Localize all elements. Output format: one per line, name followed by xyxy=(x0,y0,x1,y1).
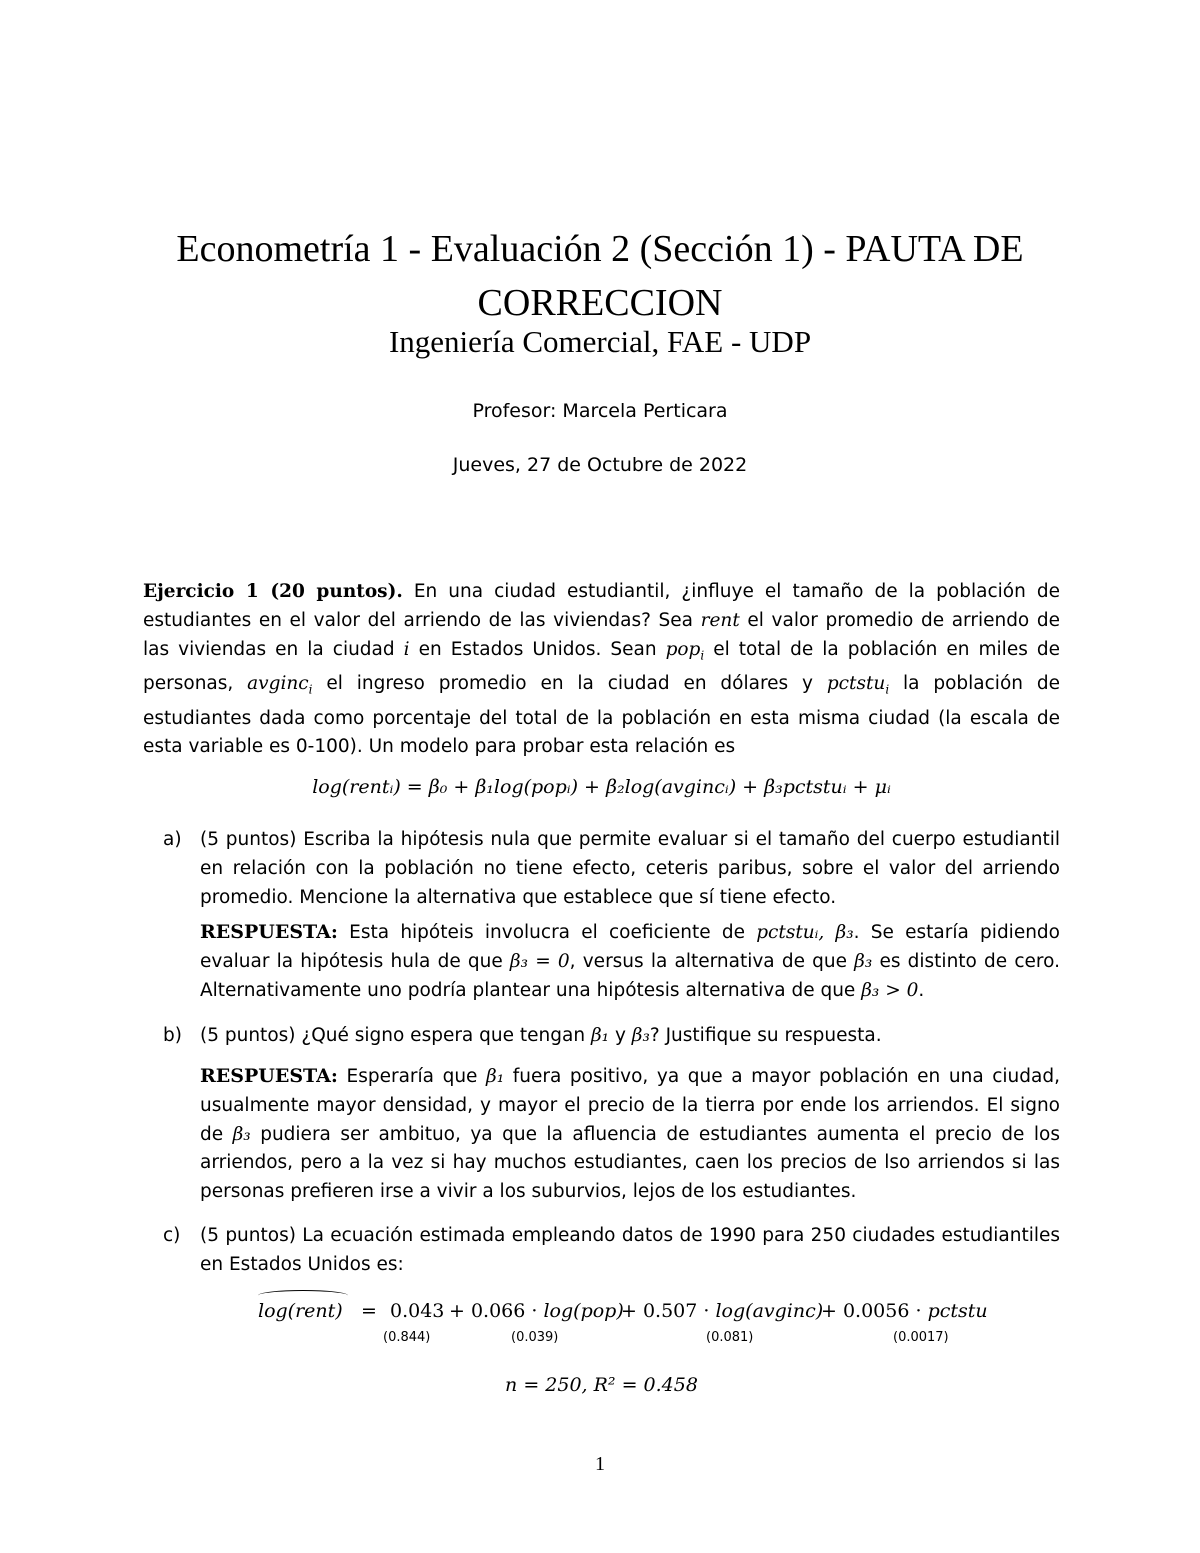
exercise-1-heading: Ejercicio 1 (20 puntos). xyxy=(143,581,403,602)
part-c-label: c) xyxy=(163,1225,181,1246)
var-pop: pop$_i$ xyxy=(665,638,705,663)
eq-term3: + 0.0056 · pctstu xyxy=(821,1300,988,1322)
intro-text-2: el valor promedio de arriendo de las viviendas en la ciudad xyxy=(143,609,1060,660)
eq-lhs: log(rent) xyxy=(258,1300,343,1322)
estimated-equation xyxy=(143,1300,1060,1360)
question-math: β₁ xyxy=(590,1025,610,1046)
title-line-1: Econometría 1 - Evaluación 2 (Sección 1) - PAUTA DE xyxy=(176,228,1024,270)
author-line: Profesor: Marcela Perticara xyxy=(472,400,728,422)
se-term2: (0.081) xyxy=(706,1330,754,1345)
se-term3: (0.0017) xyxy=(893,1330,949,1345)
answer-text: . xyxy=(918,979,925,1001)
part-a-question: (5 puntos) Escriba la hipótesis nula que permite evaluar si el tamaño del cuerpo estudiantil en relación con la población no tiene efecto, ceteris paribus, sobre el valor del arriendo promedio. Mencione la alternativa que establece que sí tiene efecto. xyxy=(200,829,1060,908)
answer-math: β₃ xyxy=(232,1123,251,1145)
exercise-1-paragraph xyxy=(143,578,1060,762)
part-a-label: a) xyxy=(163,829,182,850)
answer-text: fuera positivo, ya que a mayor población en una ciudad, usualmente mayor densidad, y mayor el precio de la tierra por ende los arriendos. El signo de xyxy=(200,1066,1060,1145)
answer-math: β₃ = 0 xyxy=(509,950,570,972)
part-b-question xyxy=(200,1022,1060,1051)
question-text: y xyxy=(609,1025,632,1046)
intro-text-3: en Estados Unidos. Sean xyxy=(409,638,666,660)
intro-text-5: el ingreso promedio en la ciudad en dólares y xyxy=(312,673,827,695)
part-c-question: (5 puntos) La ecuación estimada empleando datos de 1990 para 250 ciudades estudiantiles en Estados Unidos es: xyxy=(200,1225,1060,1275)
eq-coef0: 0.043 xyxy=(390,1300,445,1322)
answer-text: . Se estaría pidiendo evaluar la hipótesis hula de que xyxy=(200,922,1060,972)
answer-math: β₃ xyxy=(854,950,873,972)
answer-text: pudiera ser ambituo, ya que la afluencia de estudiantes aumenta el precio de los arriendos, pero a la vez si hay muchos estudiantes, caen los precios de lso arriendos si las personas prefieren irse a vivir a los suburvios, lejos de los estudiantes. xyxy=(200,1123,1060,1203)
answer-text: , versus la alternativa de que xyxy=(569,950,855,972)
var-i: i xyxy=(403,638,410,660)
regression-stats: n = 250, R² = 0.458 xyxy=(505,1374,698,1396)
question-text: ? Justifique su respuesta. xyxy=(649,1025,882,1046)
exercise-1-intro xyxy=(143,578,1060,762)
eq-equals: = xyxy=(361,1300,377,1322)
answer-math: β₁ xyxy=(486,1066,505,1087)
title-line-2: CORRECCION xyxy=(477,282,723,324)
answer-math: pctstuᵢ, β₃ xyxy=(756,922,854,943)
answer-text: es distinto de cero. Alternativamente uno podría plantear una hipótesis alternativa de que xyxy=(200,950,1060,1001)
var-rent: rent xyxy=(700,609,740,631)
answer-text: Esta hipóteis involucra el coeficiente de xyxy=(337,922,757,943)
se-term1: (0.039) xyxy=(511,1330,559,1345)
page-number: 1 xyxy=(595,1453,605,1475)
eq-term2: + 0.507 · log(avginc) xyxy=(621,1300,824,1322)
document-subtitle: Ingeniería Comercial, FAE - UDP xyxy=(388,324,812,359)
model-equation: log(rentᵢ) = β₀ + β₁log(popᵢ) + β₂log(avgincᵢ) + β₃pctstuᵢ + μᵢ xyxy=(312,776,891,798)
part-a-answer xyxy=(200,918,1060,1005)
question-text: (5 puntos) ¿Qué signo espera que tengan xyxy=(200,1025,591,1046)
date-line: Jueves, 27 de Octubre de 2022 xyxy=(452,454,748,476)
var-avginc: avginc$_i$ xyxy=(247,673,313,697)
eq-term1: + 0.066 · log(pop) xyxy=(449,1300,624,1322)
answer-text: Esperaría que xyxy=(337,1066,487,1087)
intro-text-6: la población de estudiantes dada como porcentaje del total de la población en esta misma ciudad (la escala de esta variable es 0-100). Un modelo para probar esta relación es xyxy=(143,673,1060,758)
intro-text-1: En una ciudad estudiantil, ¿influye el tamaño de la población de estudiantes en el valor del arriendo de las viviendas? Sea xyxy=(143,581,1060,631)
se-coef0: (0.844) xyxy=(383,1330,431,1345)
intro-text-4: el total de la población en miles de personas, xyxy=(143,638,1060,695)
question-math: β₃ xyxy=(631,1025,650,1046)
document-title xyxy=(100,222,1100,330)
part-b-answer xyxy=(200,1062,1060,1207)
answer-label: RESPUESTA: xyxy=(200,1065,338,1087)
answer-math: β₃ > 0 xyxy=(861,979,919,1001)
var-pctstu: pctstu$_i$ xyxy=(826,673,890,697)
part-b-label: b) xyxy=(163,1025,182,1046)
answer-label: RESPUESTA: xyxy=(200,921,338,943)
